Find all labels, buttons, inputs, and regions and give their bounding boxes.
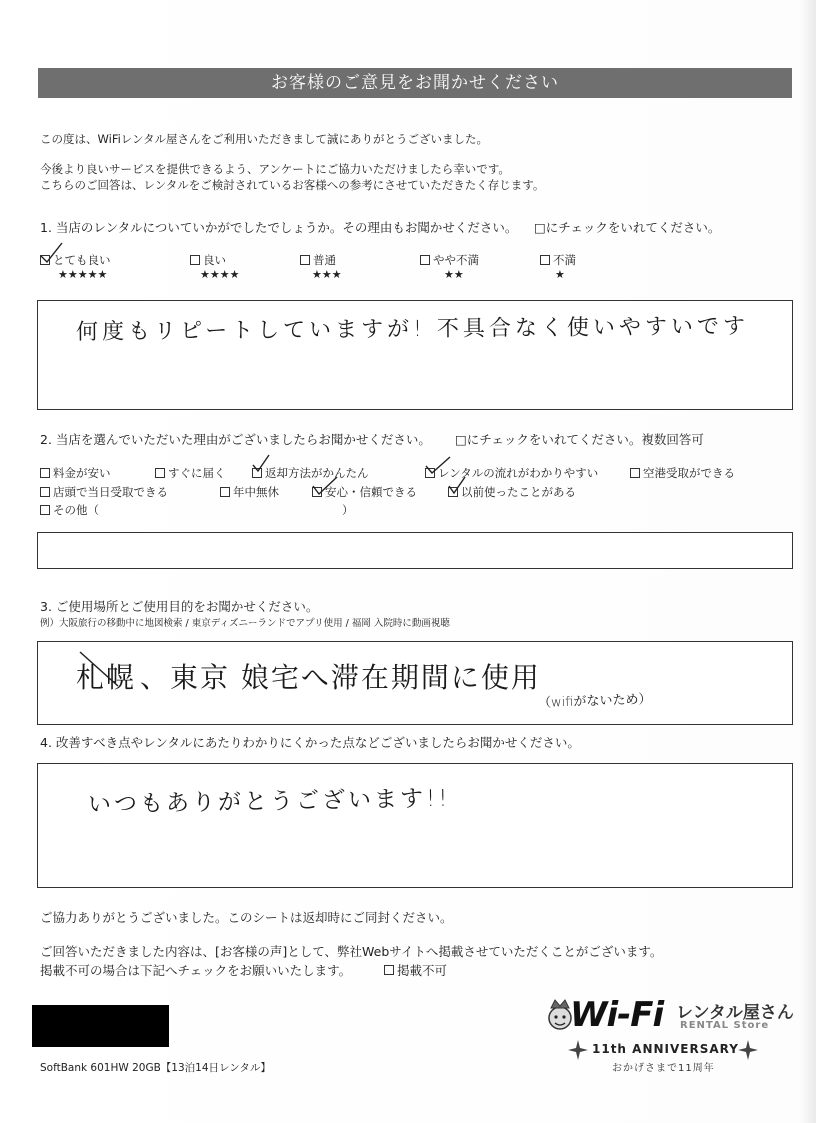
q2-option-used-before[interactable]: 以前使ったことがある [448, 484, 576, 500]
q1-instruction: □にチェックをいれてください。 [534, 220, 721, 235]
rental-info: SoftBank 601HW 20GB【13泊14日レンタル】 [40, 1062, 271, 1074]
logo-rental-text: レンタル屋さん [676, 1003, 794, 1023]
q1-option-good[interactable]: 良い [190, 252, 226, 268]
strikethrough-mark [74, 648, 124, 690]
q2-option-airport-pickup[interactable]: 空港受取ができる [630, 465, 735, 481]
q3-handwritten-struck: 札幌 [76, 661, 137, 694]
checkbox[interactable] [420, 255, 430, 265]
q1-handwritten-answer: 何度もリピートしていますが! 不具合なく使いやすいです [75, 314, 750, 345]
sparkle-icon [568, 1040, 588, 1060]
rating-stars-3: ★★★ [312, 268, 342, 281]
q3-example: 例）大阪旅行の移動中に地図検索 / 東京ディズニーランドでアプリ使用 / 福岡 入院時に動画視聴 [40, 618, 450, 629]
q2-option-trustworthy[interactable]: 安心・信頼できる [312, 484, 417, 500]
q2-option-fast-delivery[interactable]: すぐに届く [155, 465, 226, 481]
anniversary-text: 11th ANNIVERSARY [592, 1042, 739, 1056]
checkbox[interactable] [300, 255, 310, 265]
q1-question: 1. 当店のレンタルについていかがでしたでしょうか。その理由もお聞かせください。 [40, 220, 518, 235]
checkbox[interactable] [155, 468, 165, 478]
rating-stars-4: ★★★★ [200, 268, 240, 281]
checkmark-icon [310, 474, 340, 498]
q3-handwritten-answer: 、東京 娘宅へ滞在期間に使用 [140, 661, 541, 694]
q3-answer-box[interactable] [37, 641, 793, 725]
checkmark-icon [250, 452, 272, 474]
q1-option-dissatisfied[interactable]: 不満 [540, 252, 576, 268]
q2-other-close-paren: ） [342, 503, 354, 517]
anniversary-subtext: おかげさまで11周年 [612, 1063, 715, 1074]
q4-answer-box[interactable] [37, 763, 793, 888]
q2-instruction: □にチェックをいれてください。複数回答可 [455, 432, 704, 447]
q2-option-same-day-store[interactable]: 店頭で当日受取できる [40, 484, 168, 500]
rating-stars-5: ★★★★★ [58, 268, 108, 281]
checkbox[interactable] [40, 487, 50, 497]
logo-store-text: RENTAL Store [680, 1020, 770, 1031]
logo-wifi-text: Wi-Fi [570, 995, 664, 1035]
intro-line-1: この度は、WiFiレンタル屋さんをご利用いただきまして誠にありがとうございました。 [40, 132, 489, 146]
checkbox[interactable] [190, 255, 200, 265]
publish-notice-2: 掲載不可の場合は下記へチェックをお願いいたします。 [40, 963, 352, 978]
checkbox[interactable] [220, 487, 230, 497]
q2-option-clear-flow[interactable]: レンタルの流れがわかりやすい [425, 465, 598, 481]
q2-option-other[interactable]: その他（ [40, 502, 99, 518]
q1-option-somewhat-dissatisfied[interactable]: やや不満 [420, 252, 479, 268]
q4-handwritten-answer: いつもありがとうございます!! [87, 785, 451, 818]
checkbox[interactable] [40, 468, 50, 478]
checkmark-icon [38, 240, 68, 266]
rating-stars-2: ★★ [444, 268, 464, 281]
sparkle-icon [738, 1040, 758, 1060]
q1-option-average[interactable]: 普通 [300, 252, 336, 268]
q4-question: 4. 改善すべき点やレンタルにあたりわかりにくかった点などございましたらお聞かせください。 [40, 735, 580, 750]
checkbox[interactable] [630, 468, 640, 478]
checkmark-icon [446, 474, 468, 496]
intro-line-3: こちらのご回答は、レンタルをご検討されているお客様への参考にさせていただきたく存じます。 [40, 178, 545, 192]
intro-line-2: 今後より良いサービスを提供できるよう、アンケートにご協力いただけましたら幸いです。 [40, 162, 510, 176]
closing-thanks: ご協力ありがとうございました。このシートは返却時にご同封ください。 [40, 910, 453, 925]
q2-option-easy-return[interactable]: 返却方法がかんたん [252, 465, 369, 481]
publish-opt-out-option[interactable]: 掲載不可 [384, 961, 447, 979]
q3-handwritten-note: （wifiがないため） [537, 692, 652, 711]
checkbox[interactable] [540, 255, 550, 265]
page-title: お客様のご意見をお聞かせください [38, 68, 792, 98]
q1-option-very-good[interactable]: とても良い [40, 252, 111, 268]
q3-question: 3. ご使用場所とご使用目的をお聞かせください。 [40, 599, 319, 614]
publish-notice-1: ご回答いただきました内容は、[お客様の声]として、弊社Webサイトへ掲載させていただくことがございます。 [40, 944, 663, 959]
q1-answer-box[interactable] [37, 300, 793, 410]
q2-option-open-all-year[interactable]: 年中無休 [220, 484, 279, 500]
checkbox[interactable] [40, 505, 50, 515]
q2-question: 2. 当店を選んでいただいた理由がございましたらお聞かせください。 [40, 432, 431, 447]
checkmark-icon [423, 454, 453, 476]
redaction-block [32, 1005, 169, 1047]
q2-answer-box[interactable] [37, 532, 793, 569]
rating-stars-1: ★ [555, 268, 565, 281]
q2-option-cheap[interactable]: 料金が安い [40, 465, 111, 481]
checkbox[interactable] [384, 965, 394, 975]
